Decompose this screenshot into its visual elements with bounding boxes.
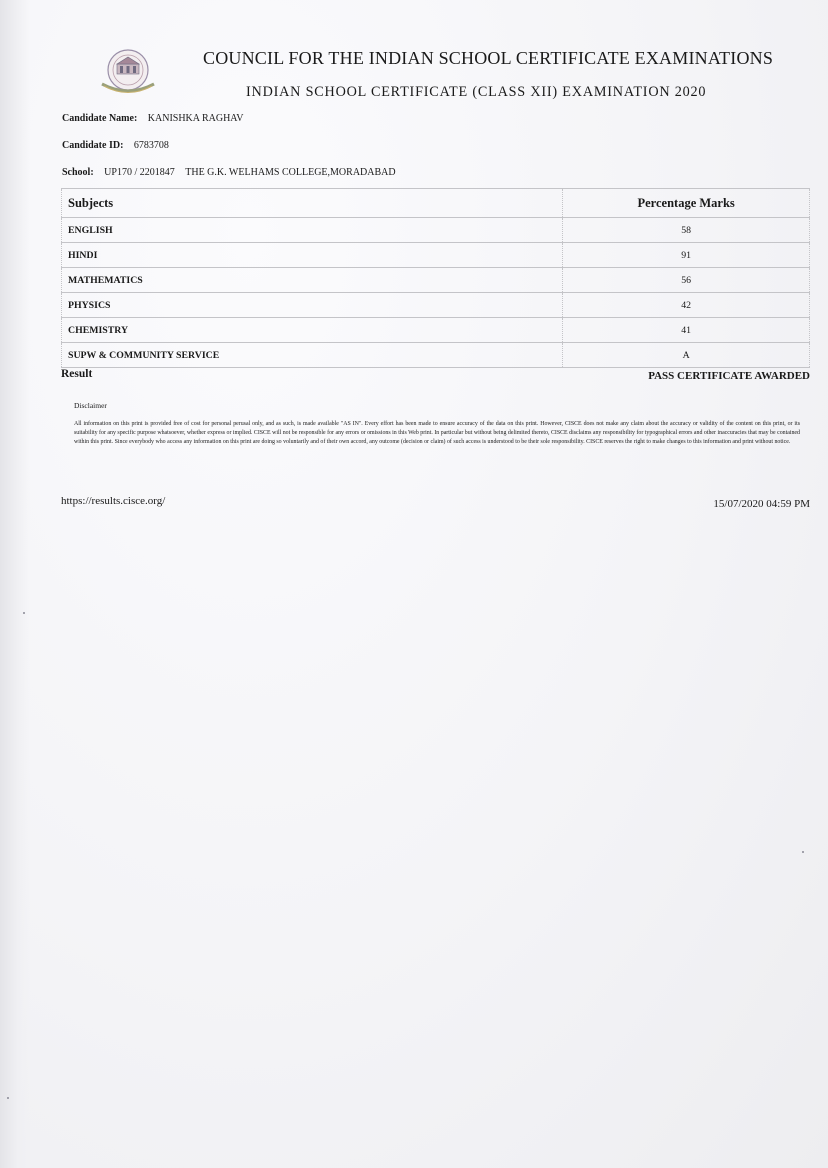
table-row <box>62 343 810 368</box>
scan-edge-shadow <box>0 0 30 1168</box>
marks-cell: 42 <box>563 293 810 318</box>
scan-speck <box>802 851 804 853</box>
exam-subtitle: INDIAN SCHOOL CERTIFICATE (CLASS XII) EXAMINATION 2020 <box>246 84 707 100</box>
candidate-id-value: 6783708 <box>133 140 169 151</box>
results-url: https://results.cisce.org/ <box>61 495 166 507</box>
subject-cell: HINDI <box>62 243 563 268</box>
subject-cell: ENGLISH <box>62 218 563 243</box>
scan-speck <box>7 1097 9 1099</box>
candidate-name-label: Candidate Name: <box>62 113 138 124</box>
school-code: UP170 / 2201847 <box>104 167 175 178</box>
subjects-header: Subjects <box>62 189 563 218</box>
school-label: School: <box>62 167 94 178</box>
marks-cell: 41 <box>563 318 810 343</box>
marks-cell: 56 <box>563 268 810 293</box>
disclaimer-text: All information on this print is provided free of cost for personal perusal only, and as such, is made available "AS IN". Every effort has been made to ensure accuracy of the data on this print. However, CISCE does not make any claim about the accuracy or validity of the content on this print, or its suitability for any specific purpose whatsoever, whether express or implied. CISCE will not be responsible for any errors or omissions in this Web print. In particular but without being delimited thereto, CISCE disclaims any responsibility for typographical errors and other inaccuracies that may be contained within this print. Since everybody who access any information on this print are doing so voluntarily and of their own accord, any outcome (decision or claim) of such access is understood to be their sole responsibility. CISCE reserves the right to make changes to this information and print without notice. <box>74 421 800 445</box>
subject-cell: SUPW & COMMUNITY SERVICE <box>62 343 563 368</box>
candidate-id-row <box>62 140 169 151</box>
school-row <box>62 167 396 178</box>
scan-speck <box>23 612 25 614</box>
percentage-marks-header: Percentage Marks <box>563 189 810 218</box>
marks-cell: 91 <box>563 243 810 268</box>
cisce-emblem-icon <box>96 46 160 102</box>
table-row <box>62 218 810 243</box>
disclaimer-heading: Disclaimer <box>74 401 107 410</box>
marks-table <box>61 188 810 368</box>
table-row <box>62 268 810 293</box>
table-row <box>62 293 810 318</box>
marks-cell: A <box>563 343 810 368</box>
table-row <box>62 243 810 268</box>
candidate-id-label: Candidate ID: <box>62 140 124 151</box>
subject-cell: MATHEMATICS <box>62 268 563 293</box>
table-row <box>62 318 810 343</box>
result-value: PASS CERTIFICATE AWARDED <box>648 370 810 382</box>
marks-cell: 58 <box>563 218 810 243</box>
subject-cell: CHEMISTRY <box>62 318 563 343</box>
result-label: Result <box>61 368 93 380</box>
candidate-name-value: KANISHKA RAGHAV <box>147 113 244 124</box>
school-name: THE G.K. WELHAMS COLLEGE,MORADABAD <box>185 167 396 178</box>
page-title: COUNCIL FOR THE INDIAN SCHOOL CERTIFICATE EXAMINATIONS <box>203 48 774 68</box>
print-datetime: 15/07/2020 04:59 PM <box>713 498 810 510</box>
subject-cell: PHYSICS <box>62 293 563 318</box>
table-header-row <box>62 189 810 218</box>
candidate-name-row <box>62 113 243 124</box>
